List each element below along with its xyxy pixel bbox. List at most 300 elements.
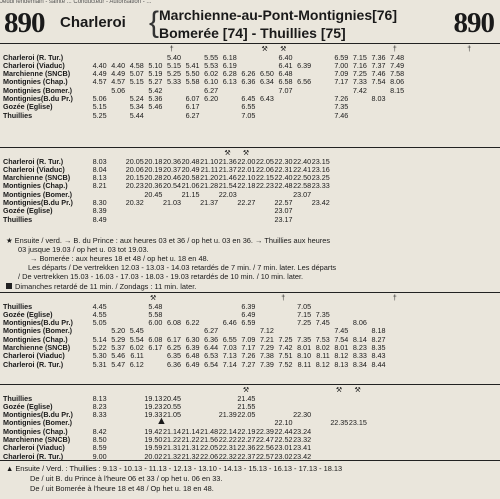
departure-time: 6.50 [259, 69, 274, 79]
departure-time: 5.41 [185, 60, 200, 70]
departure-time [367, 435, 386, 443]
departure-time: 5.48 [148, 301, 163, 311]
departure-time: 7.45 [315, 318, 330, 328]
departure-time: 8.10 [297, 351, 312, 361]
symbol-icon [162, 295, 181, 302]
departure-time [181, 302, 200, 310]
departure-time [386, 94, 405, 102]
symbol-icon: ⚒ [280, 46, 287, 53]
departure-time [218, 103, 237, 111]
departure-time: 23.02 [274, 451, 293, 461]
departure-time: 7.46 [334, 110, 349, 120]
departure-time: 22.05 [200, 443, 219, 453]
symbol-icon: † [392, 46, 397, 53]
departure-time: 7.52 [278, 359, 293, 369]
departure-time: 21.55 [237, 401, 256, 411]
departure-time: 8.44 [371, 359, 386, 369]
note-line: ★ Ensuite / verd. → B. du Prince : aux heures 03 et 36 / op het u. 03 en 36. → Thuillies aux heures [6, 236, 331, 245]
stop-name: Thuillies [3, 110, 33, 120]
departure-time [367, 310, 386, 318]
departure-time: 6.54 [204, 359, 219, 369]
departure-time [386, 435, 405, 443]
stop-name: Marchienne (SNCB) [3, 435, 71, 445]
departure-time: 20.58 [181, 173, 200, 183]
departure-time: 5.40 [166, 52, 181, 62]
departure-time [330, 435, 349, 443]
note-text: Dimanches retardé de 11 min. / Zondags : 11 min. later. [15, 282, 197, 291]
departure-time: 22.19 [237, 426, 256, 436]
departure-time: 6.43 [259, 94, 274, 104]
symbol-icon [367, 150, 386, 157]
symbol-icon [367, 295, 386, 302]
departure-time: 5.15 [166, 60, 181, 70]
symbol-icon [181, 150, 200, 157]
section-divider [0, 384, 500, 385]
departure-time: 20.06 [125, 164, 144, 174]
symbol-icon [125, 150, 144, 157]
departure-time [107, 174, 126, 182]
departure-time: 22.52 [274, 435, 293, 445]
departure-time [311, 444, 330, 452]
departure-time: 6.11 [130, 351, 144, 361]
departure-time: 19.50 [144, 435, 163, 445]
departure-time [293, 327, 312, 335]
departure-time: 7.05 [241, 110, 256, 120]
departure-time: 21.28 [200, 181, 219, 191]
departure-time [311, 207, 330, 215]
departure-time: 6.59 [334, 52, 349, 62]
departure-time: 8.15 [390, 85, 405, 95]
departure-time: 5.14 [92, 334, 107, 344]
departure-time: 23.42 [293, 451, 312, 461]
departure-time [293, 103, 312, 111]
departure-time [125, 419, 144, 427]
departure-time: 7.17 [241, 343, 256, 353]
departure-time [311, 70, 330, 78]
departure-time: 6.27 [185, 110, 200, 120]
symbol-icon: ⚒ [242, 150, 250, 157]
departure-time: 6.40 [278, 52, 293, 62]
departure-time [144, 111, 163, 119]
departure-time: 21.32 [181, 451, 200, 461]
departure-time [274, 94, 293, 102]
stop-name: Gozée (Eglise) [3, 206, 53, 216]
stop-name: Montignies(B.du Pr.) [3, 198, 73, 208]
departure-time: 6.00 [148, 318, 163, 328]
symbol-icon [311, 295, 330, 302]
departure-time: 19.33 [144, 410, 163, 420]
departure-time: 22.37 [237, 451, 256, 461]
departure-time: 5.24 [129, 94, 144, 104]
departure-time: 5.42 [148, 85, 163, 95]
departure-time: 6.41 [278, 60, 293, 70]
departure-time: 8.30 [92, 198, 107, 208]
departure-time [125, 215, 144, 223]
departure-time: 7.13 [222, 351, 237, 361]
departure-time [218, 111, 237, 119]
departure-time: 23.42 [311, 198, 330, 208]
departure-time [386, 352, 405, 360]
departure-time: 22.35 [330, 418, 349, 428]
departure-time [274, 394, 293, 402]
symbol-icon [218, 295, 237, 302]
departure-time: 7.25 [352, 69, 367, 79]
departure-time [330, 444, 349, 452]
symbol-icon [125, 387, 144, 394]
symbol-icon [144, 387, 163, 394]
departure-time: 7.16 [352, 60, 367, 70]
departure-time: 20.37 [162, 164, 181, 174]
departure-time: 8.23 [352, 343, 367, 353]
departure-time: 7.09 [334, 69, 349, 79]
note-sunday [6, 282, 196, 291]
departure-time [348, 444, 367, 452]
departure-time: 7.03 [222, 343, 237, 353]
departure-time [200, 111, 219, 119]
departure-time: 21.36 [218, 156, 237, 166]
departure-time: 5.33 [166, 77, 181, 87]
symbol-icon: † [467, 46, 472, 53]
departure-time: 4.58 [129, 60, 144, 70]
departure-time: 20.05 [125, 156, 144, 166]
departure-time: 22.30 [293, 410, 312, 420]
stop-name: Charleroi (Viaduc) [3, 164, 65, 174]
departure-time: 7.35 [334, 102, 349, 112]
departure-time: 6.34 [259, 77, 274, 87]
departure-time [255, 310, 274, 318]
departure-time [218, 207, 237, 215]
departure-time [293, 207, 312, 215]
departure-time: 7.42 [278, 343, 293, 353]
departure-time [274, 103, 293, 111]
departure-time [293, 111, 312, 119]
departure-time [200, 103, 219, 111]
departure-time: 6.12 [129, 359, 144, 369]
departure-time: 6.59 [241, 318, 256, 328]
departure-time: 7.09 [241, 334, 256, 344]
departure-time [348, 394, 367, 402]
departure-time: 4.40 [92, 60, 107, 70]
departure-time [200, 411, 219, 419]
departure-time: 23.01 [274, 443, 293, 453]
departure-time: 23.17 [274, 214, 293, 224]
stop-name: Charleroi (R. Tur.) [3, 451, 64, 461]
departure-time: 22.01 [237, 164, 256, 174]
departure-time [144, 198, 163, 206]
departure-time [181, 419, 200, 427]
stop-name: Charleroi (R. Tur.) [3, 156, 64, 166]
departure-time [200, 207, 219, 215]
departure-time: 7.51 [278, 351, 293, 361]
symbol-icon [181, 387, 200, 394]
departure-time [386, 310, 405, 318]
departure-time [311, 111, 330, 119]
symbol-icon [293, 46, 312, 53]
departure-time [107, 444, 126, 452]
departure-time [107, 310, 126, 318]
stop-name: Thuillies [3, 393, 33, 403]
departure-time [144, 207, 163, 215]
departure-time: 7.29 [259, 343, 274, 353]
departure-time: 5.45 [129, 326, 144, 336]
departure-time: 22.31 [218, 443, 237, 453]
symbol-icon [107, 387, 126, 394]
symbol-icon: † [281, 295, 286, 302]
departure-time: 8.11 [297, 359, 312, 369]
departure-time: 7.46 [371, 69, 386, 79]
departure-time: 8.43 [371, 351, 386, 361]
departure-time [255, 402, 274, 410]
departure-time: 5.50 [185, 69, 200, 79]
departure-time: 6.07 [185, 94, 200, 104]
timetable-section-3 [3, 295, 404, 368]
departure-time [255, 190, 274, 198]
departure-time [311, 327, 330, 335]
departure-time: 22.10 [237, 173, 256, 183]
departure-time: 5.31 [92, 359, 107, 369]
symbol-row-label [3, 387, 88, 394]
note-line: 03 jusque 19.03 / op het u. 03 tot 19.03. [18, 245, 149, 254]
departure-time [107, 215, 126, 223]
departure-time: 6.49 [241, 309, 256, 319]
stop-name: Montignies (Bomer.) [3, 326, 73, 336]
departure-time: 23.07 [274, 206, 293, 216]
departure-time: 8.18 [371, 326, 386, 336]
departure-time [274, 111, 293, 119]
symbol-icon [348, 295, 367, 302]
departure-time [348, 435, 367, 443]
departure-time: 22.14 [218, 426, 237, 436]
departure-time: 22.23 [255, 181, 274, 191]
departure-time [255, 411, 274, 419]
departure-time [162, 207, 181, 215]
departure-time: 22.57 [274, 198, 293, 208]
departure-time: 23.16 [311, 164, 330, 174]
departure-time [125, 435, 144, 443]
departure-time: 6.45 [241, 94, 256, 104]
departure-time: 6.17 [185, 102, 200, 112]
departure-time [255, 198, 274, 206]
departure-time [255, 103, 274, 111]
departure-time: 7.53 [315, 334, 330, 344]
departure-time [293, 394, 312, 402]
departure-time [125, 394, 144, 402]
symbol-icon [255, 295, 274, 302]
departure-time [218, 394, 237, 402]
departure-time: 5.05 [92, 318, 107, 328]
departure-time [107, 157, 126, 165]
departure-time: 8.02 [315, 343, 330, 353]
departure-time [107, 427, 126, 435]
symbol-icon [88, 387, 107, 394]
departure-time: 21.22 [162, 435, 181, 445]
departure-time: 22.30 [274, 156, 293, 166]
departure-time: 20.55 [162, 401, 181, 411]
departure-time: 21.11 [200, 164, 219, 174]
departure-time [367, 411, 386, 419]
departure-time [293, 198, 312, 206]
symbol-row-label [3, 295, 88, 302]
symbol-icon [293, 295, 312, 302]
departure-time: 6.53 [204, 351, 219, 361]
symbol-row [3, 46, 478, 53]
departure-time [200, 302, 219, 310]
departure-time: 5.55 [204, 52, 219, 62]
table-row [3, 444, 404, 452]
departure-time [255, 419, 274, 427]
departure-time [125, 427, 144, 435]
departure-time [293, 94, 312, 102]
table-row [3, 215, 386, 223]
departure-time: 8.03 [92, 156, 107, 166]
departure-time [107, 402, 126, 410]
table-row [3, 53, 478, 61]
departure-time: 21.06 [181, 181, 200, 191]
departure-time [348, 427, 367, 435]
symbol-icon: ⚒ [242, 387, 250, 394]
departure-time: 6.08 [148, 334, 163, 344]
departure-time [181, 198, 200, 206]
departure-time: 21.03 [162, 198, 181, 208]
departure-time [367, 302, 386, 310]
symbol-icon [367, 387, 386, 394]
symbol-icon [107, 150, 126, 157]
departure-time: 21.39 [218, 410, 237, 420]
departure-time [255, 302, 274, 310]
departure-time: 6.39 [297, 60, 312, 70]
square-icon [6, 283, 12, 289]
departure-time: 21.31 [181, 443, 200, 453]
route-line-2: Bomerée [74] - Thuillies [75] [159, 25, 346, 41]
table-row [3, 302, 404, 310]
table-row [3, 419, 404, 427]
departure-time: 21.54 [218, 181, 237, 191]
departure-time [330, 427, 349, 435]
departure-time: 5.19 [148, 69, 163, 79]
departure-time: 21.05 [162, 410, 181, 420]
departure-time: 7.00 [334, 60, 349, 70]
symbol-icon: † [169, 46, 174, 53]
departure-time: 8.11 [316, 351, 330, 361]
symbol-icon [200, 150, 219, 157]
departure-time: 22.44 [274, 426, 293, 436]
departure-time: 23.32 [293, 435, 312, 445]
departure-time: 6.25 [166, 343, 181, 353]
departure-time [330, 310, 349, 318]
departure-time [311, 94, 330, 102]
departure-time [293, 419, 312, 427]
departure-time [274, 402, 293, 410]
departure-time [330, 402, 349, 410]
departure-time [181, 394, 200, 402]
departure-time: 7.17 [334, 77, 349, 87]
departure-time [386, 103, 405, 111]
departure-time [274, 310, 293, 318]
departure-time: 22.22 [218, 435, 237, 445]
stop-name: Montignies(B.du Pr.) [3, 318, 73, 328]
departure-time: 7.26 [334, 94, 349, 104]
symbol-icon [423, 46, 442, 53]
departure-time: 22.06 [255, 164, 274, 174]
symbol-icon [218, 46, 237, 53]
departure-time: 5.29 [111, 334, 126, 344]
stop-name: Charleroi (Viaduc) [3, 443, 65, 453]
departure-time: 5.25 [92, 110, 107, 120]
line-number-right: 890 [453, 7, 494, 39]
note-line: / De vertrekken 15.03 - 16.03 - 17.03 - 18.03 - 19.03 retardés de 10 min. / 10 min. later. [18, 272, 304, 281]
departure-time [144, 215, 163, 223]
departure-time: 5.37 [111, 343, 126, 353]
departure-time: 21.22 [181, 435, 200, 445]
departure-time: 23.25 [311, 173, 330, 183]
departure-time: 7.14 [222, 359, 237, 369]
departure-time [237, 207, 256, 215]
symbol-icon [441, 46, 460, 53]
departure-time: 8.21 [92, 181, 107, 191]
departure-time [255, 215, 274, 223]
departure-time: 5.58 [185, 77, 200, 87]
departure-time [367, 444, 386, 452]
departure-time: 22.10 [274, 418, 293, 428]
symbol-icon [88, 46, 107, 53]
departure-time: 5.15 [92, 102, 107, 112]
origin-city: Charleroi [60, 14, 126, 31]
departure-time [218, 198, 237, 206]
symbol-icon [348, 46, 367, 53]
departure-time [200, 215, 219, 223]
stop-name: Montignies(B.du Pr.) [3, 410, 73, 420]
stop-name: Charleroi (R. Tur.) [3, 52, 64, 62]
departure-time [386, 327, 405, 335]
symbol-icon [274, 387, 293, 394]
symbol-icon [237, 295, 256, 302]
table-row [3, 198, 386, 206]
timetable-header [0, 5, 500, 44]
symbol-icon: † [392, 295, 397, 302]
symbol-icon: ⚒ [149, 295, 157, 302]
departure-time [367, 394, 386, 402]
departure-time: 22.15 [255, 173, 274, 183]
departure-time: 22.03 [218, 189, 237, 199]
departure-time: 4.49 [111, 69, 126, 79]
departure-time: 5.58 [148, 309, 163, 319]
departure-time [367, 427, 386, 435]
departure-time [107, 411, 126, 419]
departure-time [367, 419, 386, 427]
table-row [3, 207, 386, 215]
departure-time: 6.13 [222, 77, 237, 87]
departure-time [125, 207, 144, 215]
departure-time: 22.47 [255, 435, 274, 445]
symbol-icon [107, 46, 126, 53]
symbol-row-label [3, 46, 88, 53]
departure-time [107, 198, 126, 206]
departure-time [386, 402, 405, 410]
departure-time: 8.06 [390, 77, 405, 87]
stop-name: Montignies (Bomer.) [3, 189, 73, 199]
brace-icon: { [149, 6, 160, 39]
departure-time: 5.47 [111, 359, 126, 369]
departure-time [144, 352, 163, 360]
departure-time: 5.44 [129, 110, 144, 120]
symbol-icon [274, 150, 293, 157]
triangle-marker-icon: ▲ [156, 415, 167, 427]
departure-time [348, 327, 367, 335]
departure-time [330, 394, 349, 402]
departure-time [88, 327, 107, 335]
symbol-icon [107, 295, 126, 302]
departure-time [274, 327, 293, 335]
